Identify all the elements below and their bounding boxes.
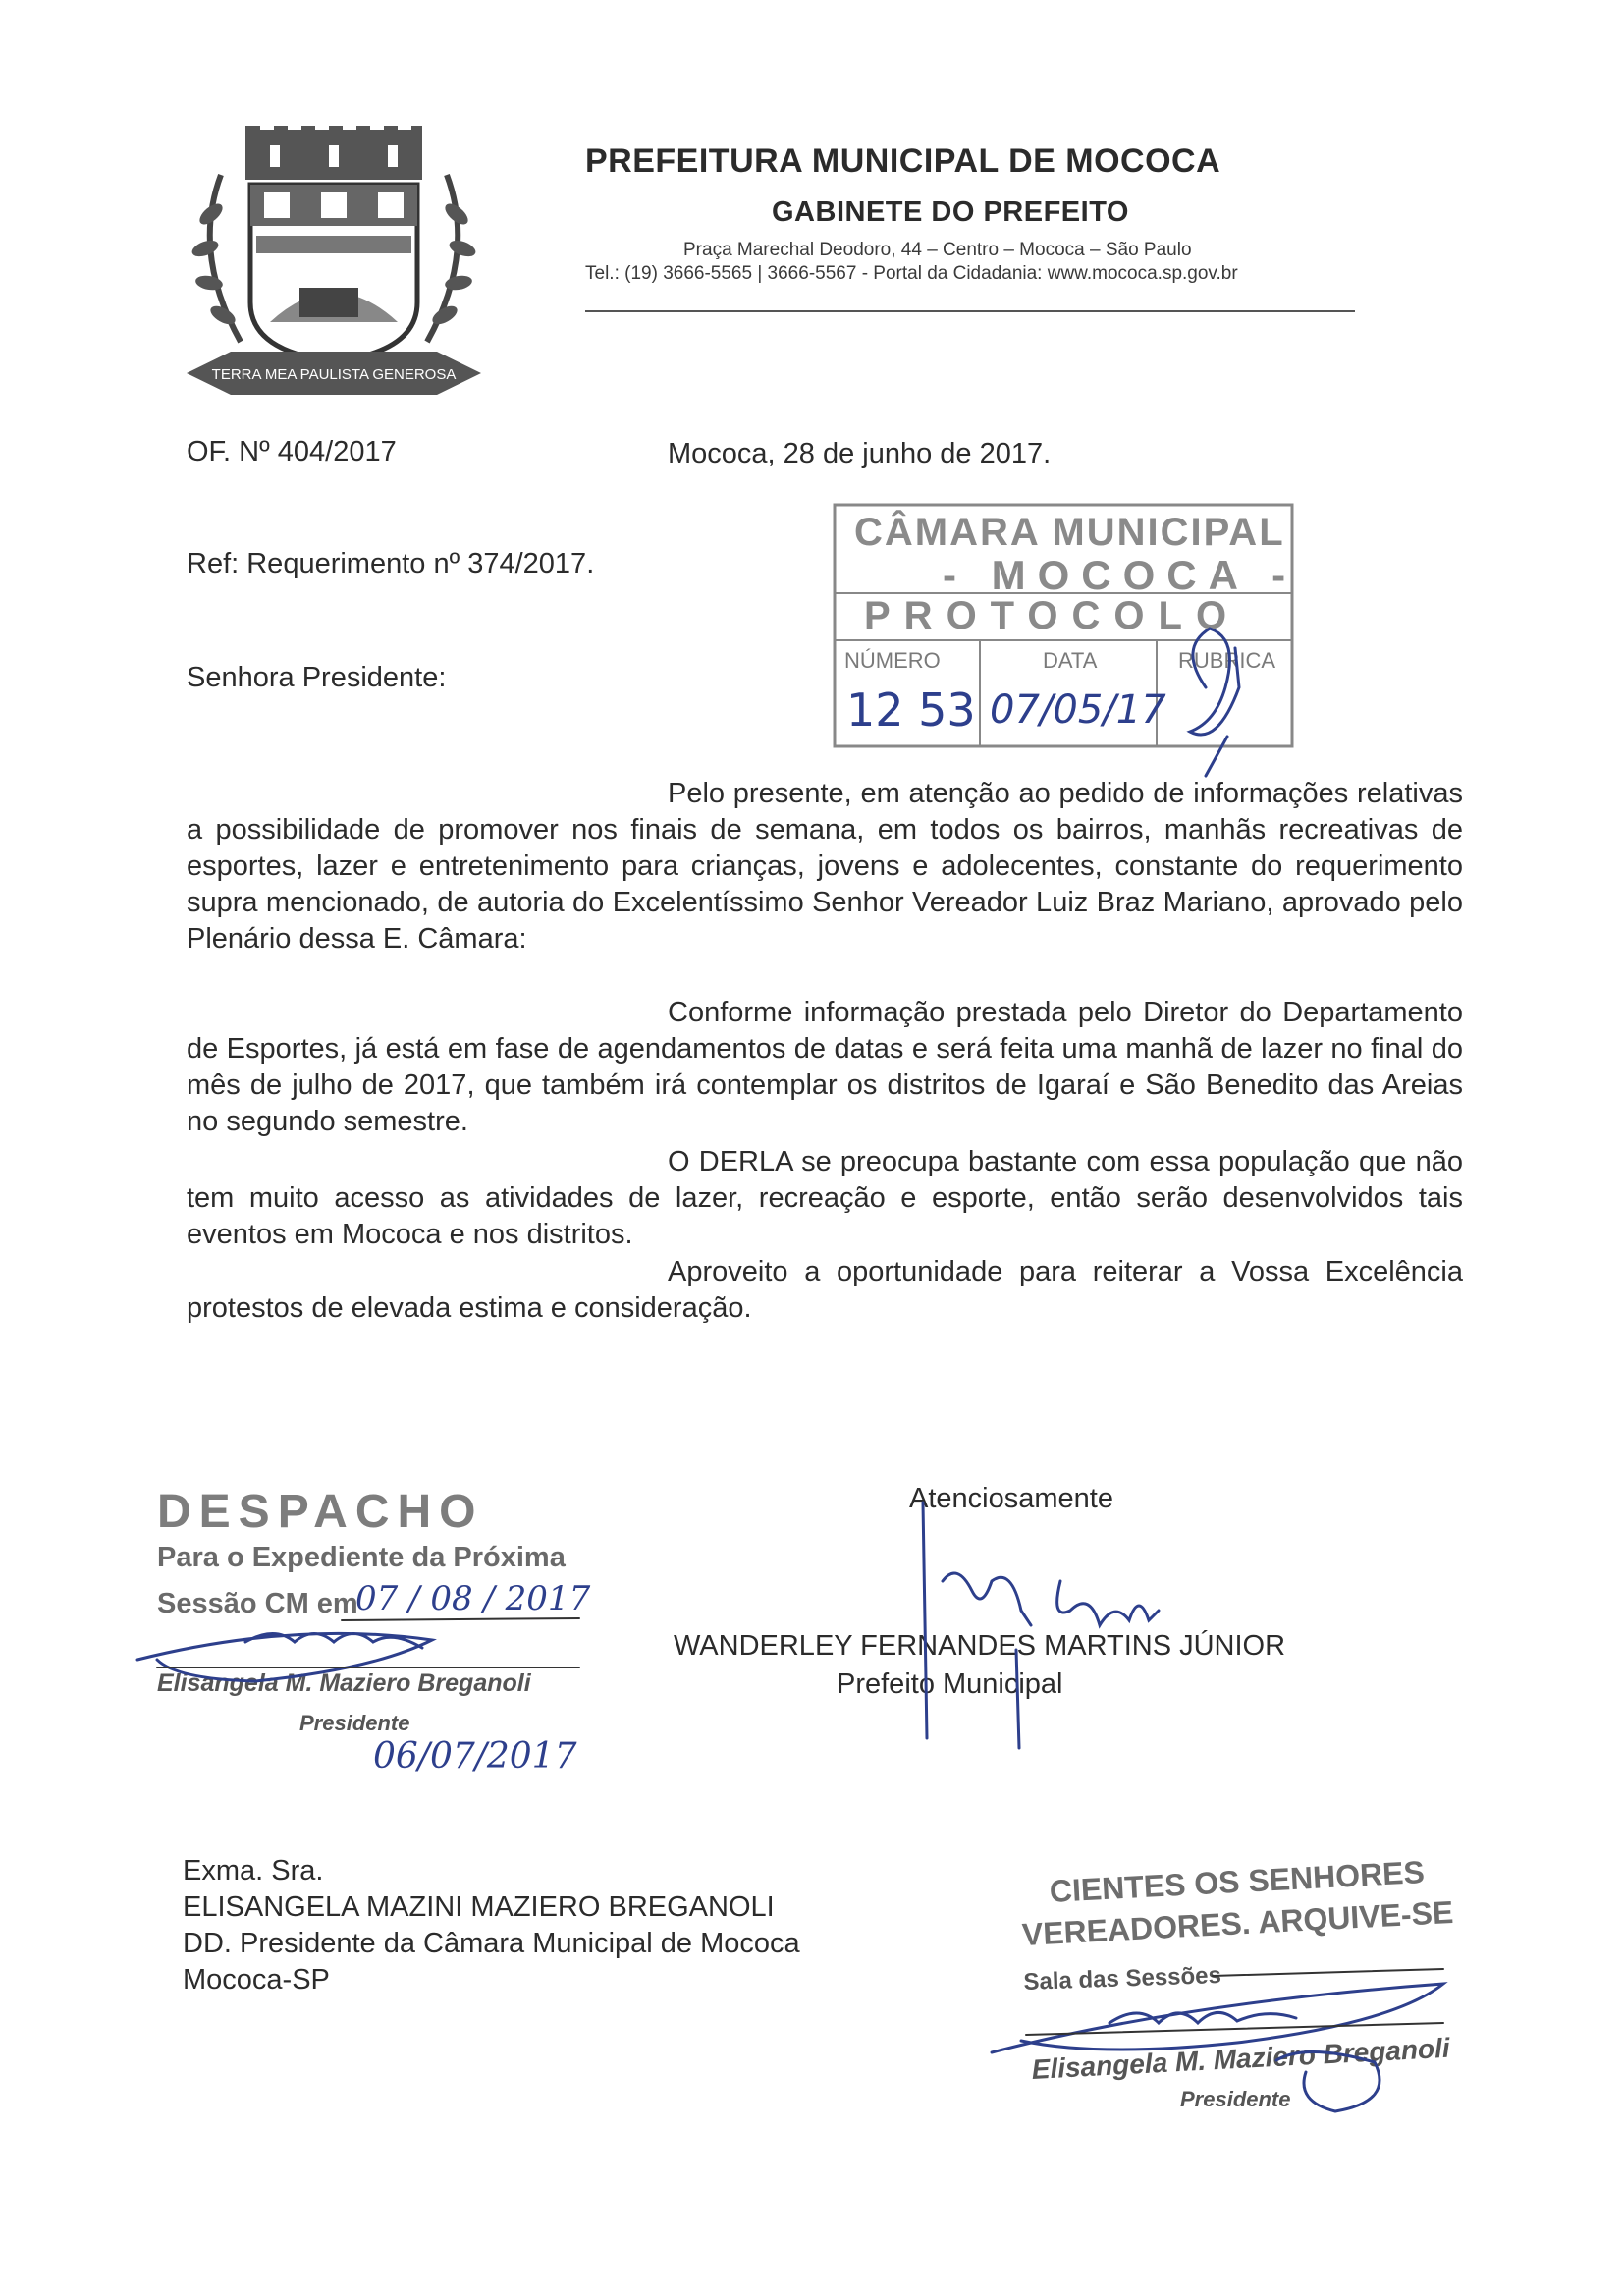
cientes-line3: Sala das Sessões <box>1023 1961 1222 1995</box>
recipient-line1: Exma. Sra. <box>183 1855 324 1886</box>
protocolo-col-rubrica: RUBRICA <box>1178 648 1276 673</box>
cientes-line1: CIENTES OS SENHORES <box>1049 1853 1426 1909</box>
recipient-line4: Mococa-SP <box>183 1964 330 1995</box>
cientes-signer-role: Presidente <box>1180 2087 1291 2111</box>
department-title: GABINETE DO PREFEITO <box>772 196 1129 228</box>
letter-number: OF. Nº 404/2017 <box>187 436 397 467</box>
protocolo-line2: - MOCOCA - <box>943 552 1298 598</box>
despacho-line2: Sessão CM em <box>157 1588 358 1619</box>
paragraph-4: Aproveito a oportunidade para reiterar a Vossa Excelência protestos de elevada estima e consideração. <box>187 1256 1463 1324</box>
org-title: PREFEITURA MUNICIPAL DE MOCOCA <box>585 142 1221 180</box>
paragraph-3: O DERLA se preocupa bastante com essa população que não tem muito acesso as atividades de lazer, recreação e esporte, então serão desenvolvidos tais eventos em Mococa e nos distritos. <box>187 1146 1463 1250</box>
signer-name: WANDERLEY FERNANDES MARTINS JÚNIOR <box>674 1630 1286 1662</box>
crest-motto: TERRA MEA PAULISTA GENEROSA <box>211 366 457 383</box>
contact-line: Tel.: (19) 3666-5565 | 3666-5567 - Portal da Cidadania: www.mococa.sp.gov.br <box>585 263 1238 284</box>
despacho-line1: Para o Expediente da Próxima <box>157 1542 566 1573</box>
protocolo-line1: CÂMARA MUNICIPAL <box>854 511 1285 554</box>
despacho-session-date: 07 / 08 / 2017 <box>355 1579 591 1618</box>
protocolo-line3: PROTOCOLO <box>864 594 1241 637</box>
recipient-line3: DD. Presidente da Câmara Municipal de Mococa <box>183 1928 800 1959</box>
protocolo-data-value: 07/05/17 <box>990 687 1166 733</box>
despacho-signer-name: Elisangela M. Maziero Breganoli <box>157 1669 531 1697</box>
letter-date: Mococa, 28 de junho de 2017. <box>668 438 1052 469</box>
cientes-line2: VEREADORES. ARQUIVE-SE <box>1021 1893 1455 1952</box>
protocolo-numero-value: 12 53 <box>846 683 976 737</box>
paragraph-1: Pelo presente, em atenção ao pedido de informações relativas a possibilidade de promover nos finais de semana, em todos os bairros, manhãs recreativas de esportes, lazer e entretenimento para crianças, jovens e adolecentes, constante do requerimento supra mencionado, de autoria do Excelentíssimo Senhor Vereador Luiz Braz Mariano, aprovado pelo Plenário dessa E. Câmara: <box>187 778 1463 955</box>
closing: Atenciosamente <box>909 1483 1113 1514</box>
protocolo-col-data: DATA <box>1043 648 1098 673</box>
letter-reference: Ref: Requerimento nº 374/2017. <box>187 548 595 579</box>
despacho-stamp-title: DESPACHO <box>157 1486 484 1538</box>
protocolo-col-numero: NÚMERO <box>844 648 941 673</box>
header-divider <box>585 310 1355 312</box>
coat-of-arms-logo <box>182 116 486 410</box>
mayor-signature <box>923 1503 1159 1748</box>
signer-role: Prefeito Municipal <box>837 1668 1063 1700</box>
cientes-signer-name: Elisangela M. Maziero Breganoli <box>1031 2032 1451 2085</box>
recipient-line2: ELISANGELA MAZINI MAZIERO BREGANOLI <box>183 1891 775 1923</box>
salutation: Senhora Presidente: <box>187 662 447 693</box>
despacho-signer-role: Presidente <box>299 1711 410 1735</box>
address-line: Praça Marechal Deodoro, 44 – Centro – Mococa – São Paulo <box>683 240 1192 260</box>
despacho-handwritten-date: 06/07/2017 <box>373 1736 577 1777</box>
paragraph-2: Conforme informação prestada pelo Diretor do Departamento de Esportes, já está em fase de agendamentos de datas e será feita uma manhã de lazer no final do mês de julho de 2017, que também irá contemplar os distritos de Igaraí e São Benedito das Areias no segundo semestre. <box>187 997 1463 1137</box>
